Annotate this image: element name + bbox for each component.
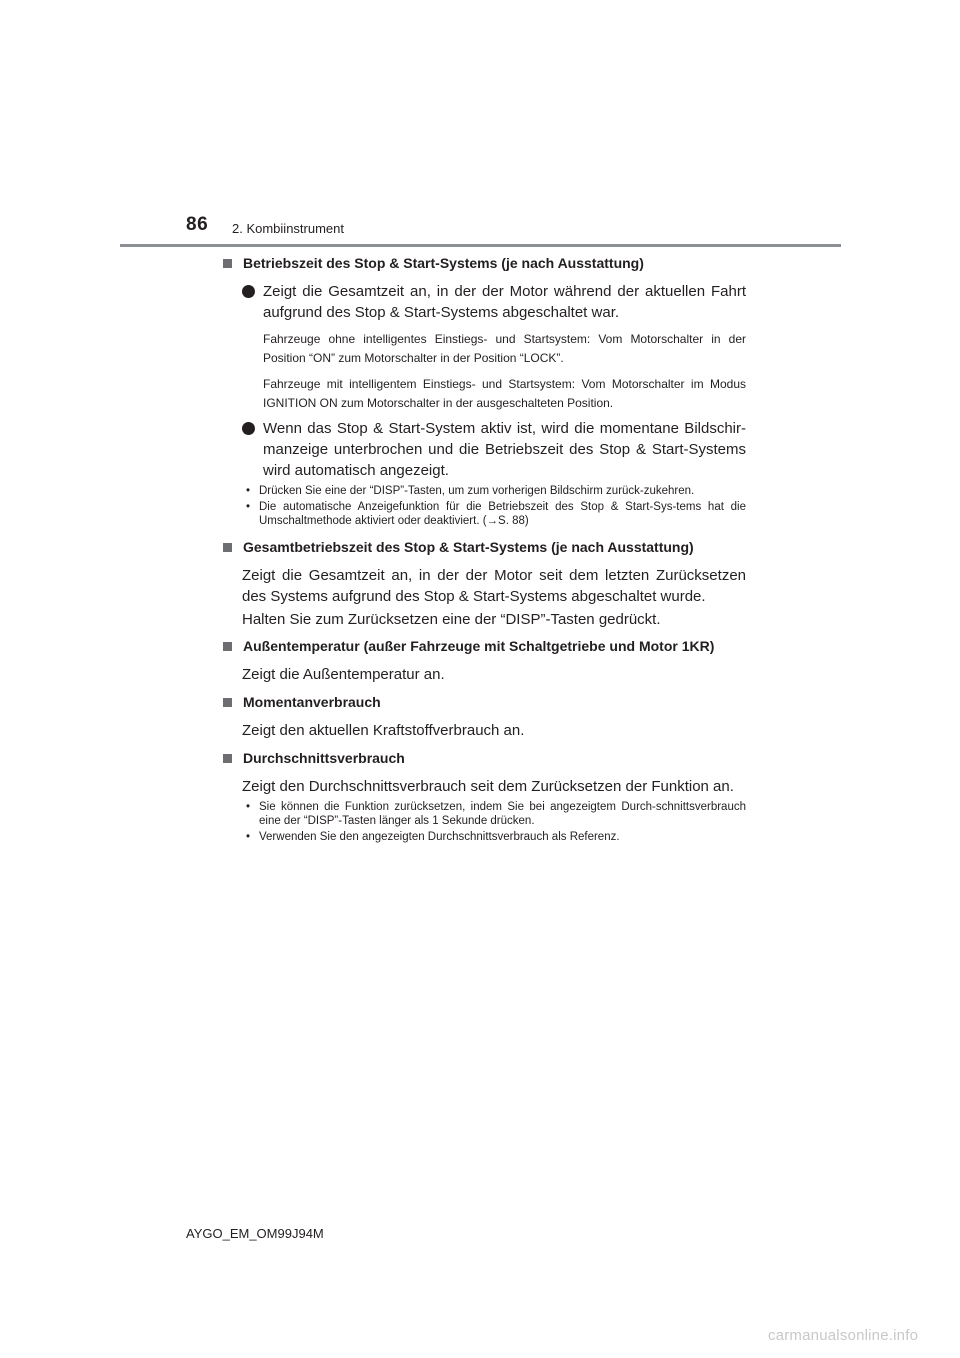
round-bullet-icon <box>242 422 255 435</box>
square-bullet-icon <box>223 543 232 552</box>
page-number: 86 <box>186 214 209 235</box>
round-bullet-icon <box>242 285 255 298</box>
note-text: Die automatische Anzeigefunktion für die Betriebszeit des Stop & Start-Sys-tems hat die Umschaltmethode aktiviert oder deaktiviert. (→S. 88) <box>259 501 746 527</box>
watermark[interactable]: carmanualsonline.info <box>768 1327 919 1344</box>
note-bullet-icon: • <box>246 501 251 513</box>
square-bullet-icon <box>223 754 232 763</box>
note-text: Verwenden Sie den angezeigten Durchschnittsverbrauch als Referenz. <box>259 831 620 843</box>
section-heading <box>221 636 746 657</box>
note-text: Sie können die Funktion zurücksetzen, indem Sie bei angezeigtem Durch-schnittsverbrauch eine der “DISP”-Tasten länger als 1 Sekunde drücken. <box>259 801 746 827</box>
body-text: Zeigt die Gesamtzeit an, in der der Motor seit dem letzten Zurücksetzen des Systems aufgrund des Stop & Start-Systems abgeschaltet wurde. <box>242 567 746 605</box>
square-bullet-icon <box>223 259 232 268</box>
bullet-item <box>221 418 746 481</box>
body-text: Halten Sie zum Zurücksetzen eine der “DISP”-Tasten gedrückt. <box>242 611 661 628</box>
body-text: Zeigt den Durchschnittsverbrauch seit dem Zurücksetzen der Funktion an. <box>242 778 734 795</box>
note-bullet-icon: • <box>246 801 251 813</box>
body-text: Fahrzeuge mit intelligentem Einstiegs- und Startsystem: Vom Motorschalter im Modus IGNITION ON zum Motorschalter in der ausgeschalteten Position. <box>263 377 746 410</box>
section-heading-text: Betriebszeit des Stop & Start-Systems (je nach Ausstattung) <box>243 255 644 271</box>
section-heading <box>221 748 746 769</box>
body-text: Zeigt den aktuellen Kraftstoffverbrauch an. <box>242 722 525 739</box>
bullet-item <box>221 281 746 323</box>
page-content <box>221 253 746 844</box>
document-code: AYGO_EM_OM99J94M <box>186 1226 324 1241</box>
note-text: Drücken Sie eine der “DISP”-Tasten, um zum vorherigen Bildschirm zurück-zukehren. <box>259 485 695 497</box>
note-item <box>242 484 746 498</box>
body-text: Zeigt die Außentemperatur an. <box>242 666 445 683</box>
note-bullet-icon: • <box>246 831 251 843</box>
square-bullet-icon <box>223 698 232 707</box>
section-heading-text: Gesamtbetriebszeit des Stop & Start-Systems (je nach Ausstattung) <box>243 539 694 555</box>
bullet-text: Zeigt die Gesamtzeit an, in der der Motor während der aktuellen Fahrt aufgrund des Stop & Start-Systems abgeschaltet war. <box>263 283 746 321</box>
header-rule <box>120 244 841 247</box>
square-bullet-icon <box>223 642 232 651</box>
section-heading-text: Momentanverbrauch <box>243 694 381 710</box>
note-item <box>242 800 746 828</box>
section-heading <box>221 537 746 558</box>
note-item <box>242 830 746 844</box>
chapter-title: 2. Kombiinstrument <box>232 221 344 236</box>
note-list <box>221 484 746 528</box>
section-heading <box>221 692 746 713</box>
note-list <box>221 800 746 844</box>
section-heading-text: Durchschnittsverbrauch <box>243 750 405 766</box>
note-item <box>242 500 746 528</box>
body-text: Fahrzeuge ohne intelligentes Einstiegs- und Startsystem: Vom Motorschalter in der Position “ON” zum Motorschalter in der Position “LOCK”. <box>263 332 746 365</box>
section-heading-text: Außentemperatur (außer Fahrzeuge mit Schaltgetriebe und Motor 1KR) <box>243 638 715 654</box>
section-heading <box>221 253 746 274</box>
note-bullet-icon: • <box>246 485 251 497</box>
bullet-text: Wenn das Stop & Start-System aktiv ist, wird die momentane Bildschir-manzeige unterbrochen und die Betriebszeit des Stop & Start-Systems wird automatisch angezeigt. <box>263 420 746 479</box>
